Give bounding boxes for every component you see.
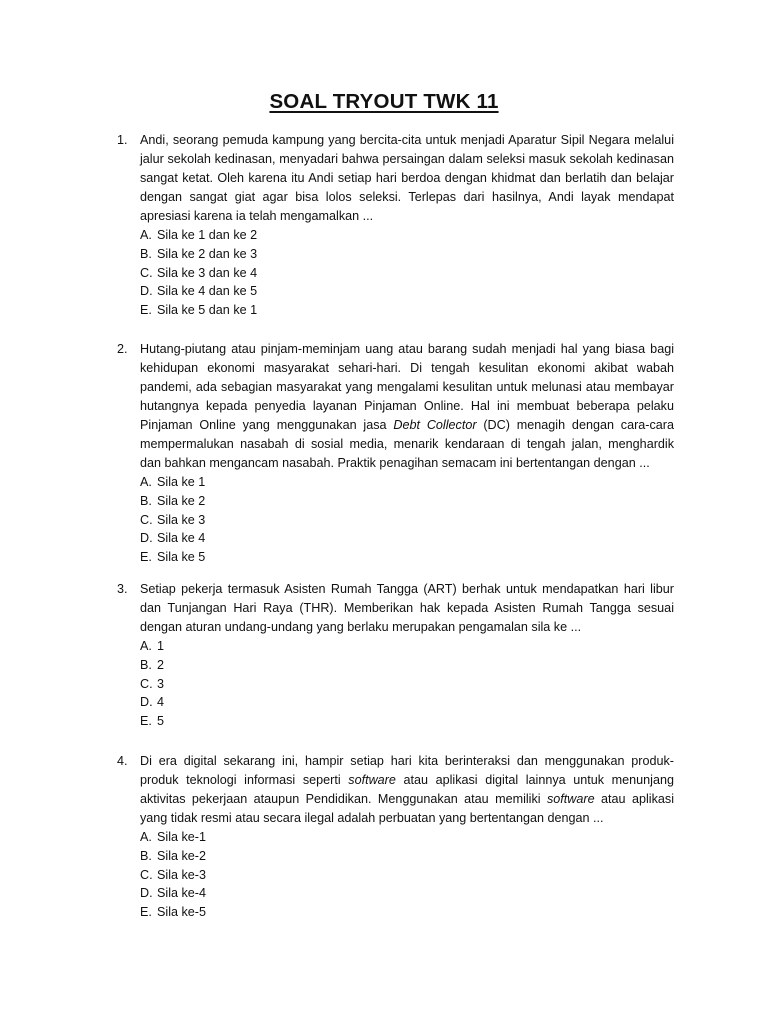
question-text-line: [140, 169, 674, 188]
question-body: [140, 752, 674, 922]
answer-options: [140, 226, 674, 320]
text-segment: atau aplikasi digital lainnya untuk menunjang: [395, 773, 674, 787]
question-text-line: [140, 599, 674, 618]
option-letter: A.: [140, 475, 152, 489]
question-number: 4.: [117, 754, 128, 768]
question-text-line: [140, 580, 674, 599]
answer-option: [140, 712, 674, 731]
question-number: 2.: [117, 342, 128, 356]
text-segment: Setiap pekerja termasuk Asisten Rumah Tangga (ART) berhak untuk mendapatkan hari libur: [140, 582, 674, 596]
text-segment: dan Tunjangan Hari Raya (THR). Memberikan hak kepada Asisten Rumah Tangga sesuai: [140, 601, 674, 615]
option-letter: C.: [140, 265, 153, 280]
option-text: 5: [157, 714, 165, 729]
answer-option: [140, 828, 674, 847]
italic-term: software: [547, 792, 595, 806]
answer-options: [140, 637, 674, 731]
text-segment: dengan sangat giat agar bisa lolos seleksi. Terlepas dari hasilnya, Andi layak mendapat: [140, 190, 674, 204]
option-text: Sila ke-2: [157, 848, 206, 863]
text-segment: dan bahkan mengancam nasabah. Praktik penagihan semacam ini bertentangan dengan ...: [140, 456, 650, 470]
answer-option: [140, 656, 674, 675]
question-text-line: [140, 188, 674, 207]
answer-option: [140, 226, 674, 245]
italic-term: Debt Collector: [393, 418, 477, 432]
option-letter: A.: [140, 639, 152, 653]
option-letter: B.: [140, 493, 152, 508]
option-text: Sila ke 3: [157, 512, 206, 527]
text-segment: pandemi, ada sebagian masyarakat yang mengalami kesulitan untuk melunasi atau membayar: [140, 380, 674, 394]
text-segment: aktivitas pekerjaan ataupun Pendidikan. Menggunakan atau memiliki: [140, 792, 547, 806]
option-text: Sila ke 1: [157, 475, 206, 489]
answer-option: [140, 511, 674, 530]
option-text: 3: [157, 676, 165, 691]
answer-option: [140, 866, 674, 885]
answer-option: [140, 245, 674, 264]
option-letter: D.: [140, 531, 153, 546]
question-text-line: [140, 131, 674, 150]
option-text: Sila ke-3: [157, 867, 206, 882]
question-body: [140, 131, 674, 320]
question-text-line: [140, 416, 674, 435]
answer-option: [140, 282, 674, 301]
option-text: 2: [157, 657, 165, 672]
option-text: 1: [157, 639, 165, 653]
option-text: Sila ke 5: [157, 550, 206, 565]
answer-option: [140, 884, 674, 903]
option-text: Sila ke-4: [157, 886, 206, 901]
question-text-line: [140, 397, 674, 416]
answer-option: [140, 529, 674, 548]
text-segment: Andi, seorang pemuda kampung yang bercita-cita untuk menjadi Aparatur Sipil Negara melalui: [140, 133, 674, 147]
option-text: Sila ke 4 dan ke 5: [157, 284, 258, 299]
question-text-line: [140, 378, 674, 397]
option-text: 4: [157, 695, 165, 710]
option-letter: B.: [140, 657, 152, 672]
option-text: Sila ke 5 dan ke 1: [157, 303, 258, 318]
option-letter: C.: [140, 512, 153, 527]
question-text-line: [140, 340, 674, 359]
text-segment: jalur sekolah kedinasan, menyadari bahwa persaingan dalam seleksi masuk sekolah kedinasan: [140, 152, 674, 166]
answer-option: [140, 903, 674, 922]
option-text: Sila ke 2 dan ke 3: [157, 246, 258, 261]
question-number: 3.: [117, 582, 128, 596]
option-letter: A.: [140, 228, 152, 242]
option-letter: D.: [140, 886, 153, 901]
option-letter: E.: [140, 550, 152, 565]
option-letter: E.: [140, 303, 152, 318]
option-letter: C.: [140, 676, 153, 691]
option-letter: A.: [140, 830, 152, 844]
text-segment: dengan aturan undang-undang yang berlaku merupakan pengamalan sila ke ...: [140, 620, 582, 634]
answer-option: [140, 473, 674, 492]
italic-term: software: [348, 773, 396, 787]
text-segment: atau aplikasi: [594, 792, 674, 806]
text-segment: Di era digital sekarang ini, hampir setiap hari kita berinteraksi dan menggunakan produk-: [140, 754, 674, 768]
question-text-line: [140, 618, 674, 637]
text-segment: Hutang-piutang atau pinjam-meminjam uang atau barang sudah menjadi hal yang biasa bagi: [140, 342, 674, 356]
text-segment: (DC) menagih dengan cara-cara: [476, 418, 674, 432]
question-text-line: [140, 454, 674, 473]
option-letter: E.: [140, 905, 152, 920]
answer-option: [140, 264, 674, 283]
option-letter: C.: [140, 867, 153, 882]
answer-option: [140, 693, 674, 712]
question-text-line: [140, 207, 674, 226]
option-text: Sila ke 3 dan ke 4: [157, 265, 258, 280]
option-text: Sila ke 4: [157, 531, 206, 546]
answer-option: [140, 637, 674, 656]
question-number: 1.: [117, 133, 128, 147]
question-text-line: [140, 809, 674, 828]
option-letter: E.: [140, 714, 152, 729]
question-body: [140, 580, 674, 731]
option-letter: B.: [140, 246, 152, 261]
question-text-line: [140, 790, 674, 809]
option-letter: D.: [140, 284, 153, 299]
answer-options: [140, 828, 674, 922]
answer-option: [140, 301, 674, 320]
text-segment: produk teknologi informasi seperti: [140, 773, 349, 787]
page-title: SOAL TRYOUT TWK 11: [269, 90, 499, 113]
text-segment: kehidupan ekonomi masyarakat sehari-hari. Di tengah kesulitan ekonomi akibat wabah: [140, 361, 674, 375]
option-text: Sila ke-5: [157, 905, 206, 920]
text-segment: yang tidak resmi atau secara ilegal adalah perbuatan yang bertentangan dengan ...: [140, 811, 604, 825]
answer-option: [140, 548, 674, 567]
question-body: [140, 340, 674, 567]
question-text-line: [140, 435, 674, 454]
answer-options: [140, 473, 674, 567]
text-segment: sangat ketat. Oleh karena itu Andi setiap hari berdoa dengan khidmat dan berlatih dan belajar: [140, 171, 674, 185]
option-letter: B.: [140, 848, 152, 863]
option-text: Sila ke-1: [157, 830, 206, 844]
question-text-line: [140, 752, 674, 771]
answer-option: [140, 675, 674, 694]
text-segment: apresiasi karena ia telah mengamalkan ...: [140, 209, 374, 223]
option-letter: D.: [140, 695, 153, 710]
option-text: Sila ke 2: [157, 493, 206, 508]
answer-option: [140, 847, 674, 866]
text-segment: Pinjaman Online yang menggunakan jasa: [140, 418, 394, 432]
option-text: Sila ke 1 dan ke 2: [157, 228, 258, 242]
question-text-line: [140, 359, 674, 378]
text-segment: mempermalukan nasabah di sosial media, menarik kendaraan di tengah jalan, menghardik: [140, 437, 674, 451]
question-text-line: [140, 150, 674, 169]
text-segment: hutangnya kepada penyedia layanan Pinjaman Online. Hal ini membuat beberapa pelaku: [140, 399, 674, 413]
question-text-line: [140, 771, 674, 790]
answer-option: [140, 492, 674, 511]
